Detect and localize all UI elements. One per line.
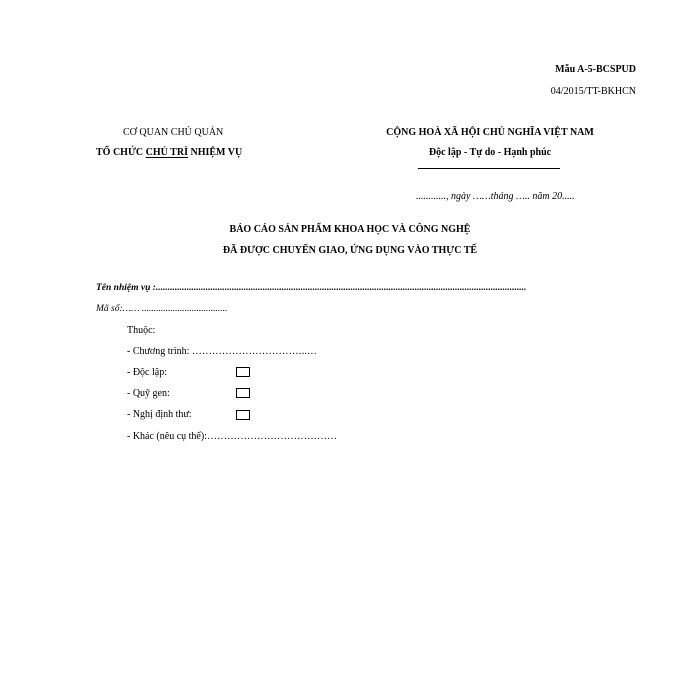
form-code: Mẫu A-5-BCSPUD: [555, 64, 636, 75]
independent-checkbox[interactable]: [236, 367, 250, 377]
protocol-label: - Nghị định thư:: [127, 409, 192, 420]
other-field: - Khác (nêu cụ thể):…………………………………: [127, 431, 337, 442]
protocol-checkbox[interactable]: [236, 410, 250, 420]
host-org-pre: TỔ CHỨC: [96, 147, 146, 158]
circular-number: 04/2015/TT-BKHCN: [550, 86, 636, 97]
gene-fund-label: - Quỹ gen:: [127, 388, 170, 399]
belongs-label: Thuộc:: [127, 325, 156, 336]
motto-underline: [418, 168, 560, 169]
report-title-line2: ĐÃ ĐƯỢC CHUYỂN GIAO, ỨNG DỤNG VÀO THỰC TẾ: [222, 245, 478, 256]
host-org-post: NHIỆM VỤ: [187, 147, 243, 158]
task-name-field: Tên nhiệm vụ :............................................................................................................................................................: [96, 283, 527, 293]
governing-agency-label: CƠ QUAN CHỦ QUẢN: [123, 127, 224, 138]
program-field: - Chương trình: ……………………………..…: [127, 346, 317, 357]
host-organization-label: [96, 147, 242, 158]
country-heading: CỘNG HOÀ XÃ HỘI CHỦ NGHĨA VIỆT NAM: [386, 127, 594, 138]
host-org-underlined: CHỦ TRÌ: [145, 147, 188, 158]
motto: Độc lập - Tự do - Hạnh phúc: [428, 147, 552, 158]
code-field: Mã số:…… ....................................: [96, 304, 228, 314]
independent-label: - Độc lập:: [127, 367, 167, 378]
gene-fund-checkbox[interactable]: [236, 388, 250, 398]
date-line: ............, ngày ……tháng ….. năm 20.....: [416, 191, 575, 202]
report-title-line1: BÁO CÁO SẢN PHẨM KHOA HỌC VÀ CÔNG NGHỆ: [229, 224, 471, 235]
